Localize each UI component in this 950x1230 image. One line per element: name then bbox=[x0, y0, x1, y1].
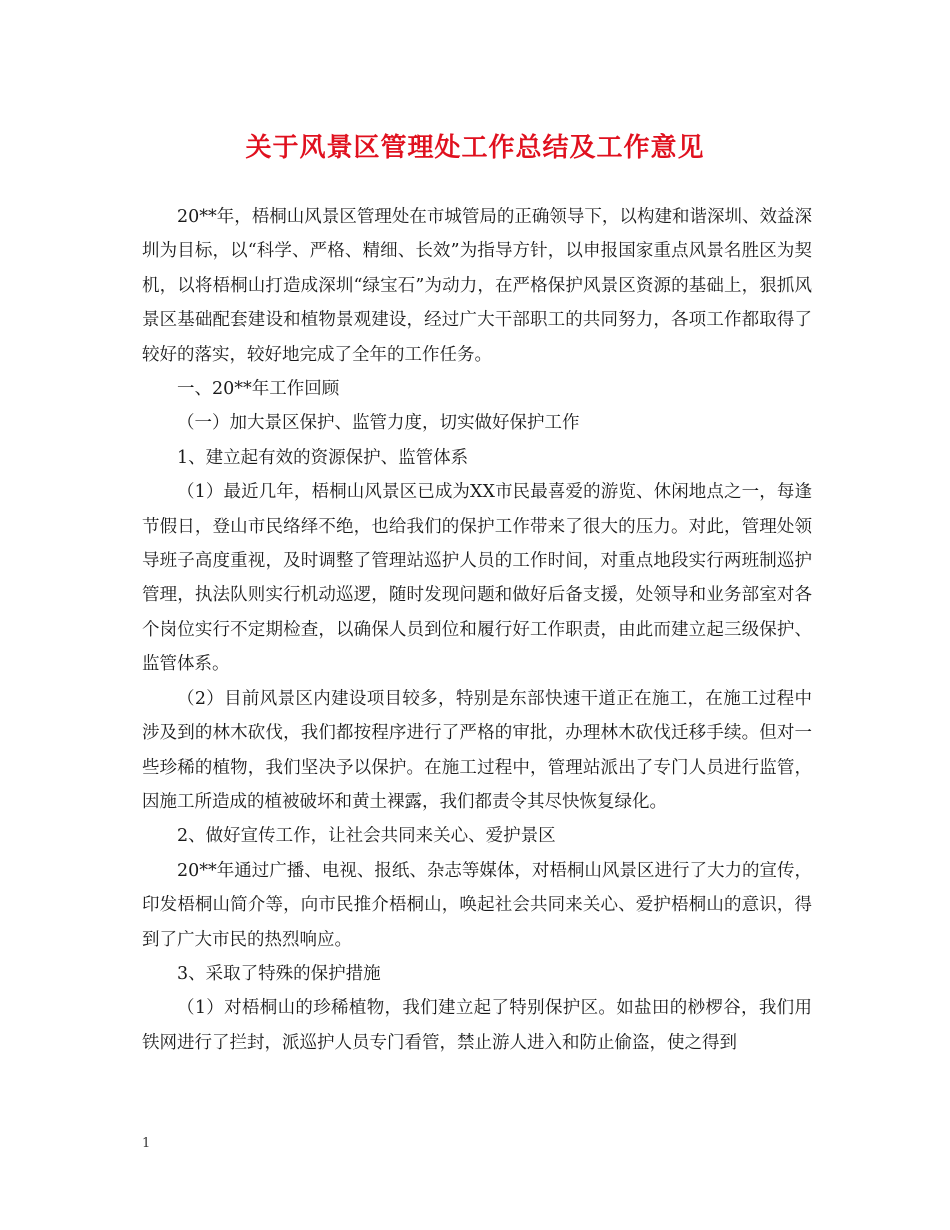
paragraph-item-1-1: （1）最近几年，梧桐山风景区已成为XX市民最喜爱的游览、休闲地点之一，每逢节假日，登山市民络绎不绝，也给我们的保护工作带来了很大的压力。对此，管理处领导班子高度重视，及时调整了管理站巡护人员的工作时间，对重点地段实行两班制巡护管理，执法队则实行机动巡逻，随时发现问题和做好后备支援，处领导和业务部室对各个岗位实行不定期检查，以确保人员到位和履行好工作职责，由此而建立起三级保护、监管体系。 bbox=[142, 482, 812, 675]
page-number: 1 bbox=[142, 1136, 151, 1151]
paragraph-item-3-1: （1）对梧桐山的珍稀植物，我们建立起了特别保护区。如盐田的桫椤谷，我们用铁网进行了拦封，派巡护人员专门看管，禁止游人进入和防止偷盗，使之得到 bbox=[142, 998, 812, 1053]
paragraph-item-1-2: （2）目前风景区内建设项目较多，特别是东部快速干道正在施工，在施工过程中涉及到的林木砍伐，我们都按程序进行了严格的审批，办理林木砍伐迁移手续。但对一些珍稀的植物，我们坚决予以保护。在施工过程中，管理站派出了专门人员进行监管，因施工所造成的植被破坏和黄土裸露，我们都责令其尽快恢复绿化。 bbox=[142, 688, 812, 812]
document-body bbox=[142, 200, 812, 1060]
document-title: 关于风景区管理处工作总结及工作意见 bbox=[245, 133, 705, 163]
heading-item-3: 3、采取了特殊的保护措施 bbox=[177, 963, 381, 984]
heading-subsection-1: （一）加大景区保护、监管力度，切实做好保护工作 bbox=[177, 413, 580, 434]
heading-item-2: 2、做好宣传工作，让社会共同来关心、爱护景区 bbox=[177, 826, 556, 847]
paragraph-item-2: 20**年通过广播、电视、报纸、杂志等媒体，对梧桐山风景区进行了大力的宣传，印发梧桐山简介等，向市民推介梧桐山，唤起社会共同来关心、爱护梧桐山的意识，得到了广大市民的热烈响应。 bbox=[142, 860, 812, 950]
heading-section-1: 一、20**年工作回顾 bbox=[177, 379, 340, 400]
paragraph-intro: 20**年，梧桐山风景区管理处在市城管局的正确领导下，以构建和谐深圳、效益深圳为目标，以“科学、严格、精细、长效”为指导方针，以申报国家重点风景名胜区为契机，以将梧桐山打造成深圳“绿宝石”为动力，在严格保护风景区资源的基础上，狠抓风景区基础配套建设和植物景观建设，经过广大干部职工的共同努力，各项工作都取得了较好的落实，较好地完成了全年的工作任务。 bbox=[142, 207, 812, 365]
heading-item-1: 1、建立起有效的资源保护、监管体系 bbox=[177, 447, 469, 468]
